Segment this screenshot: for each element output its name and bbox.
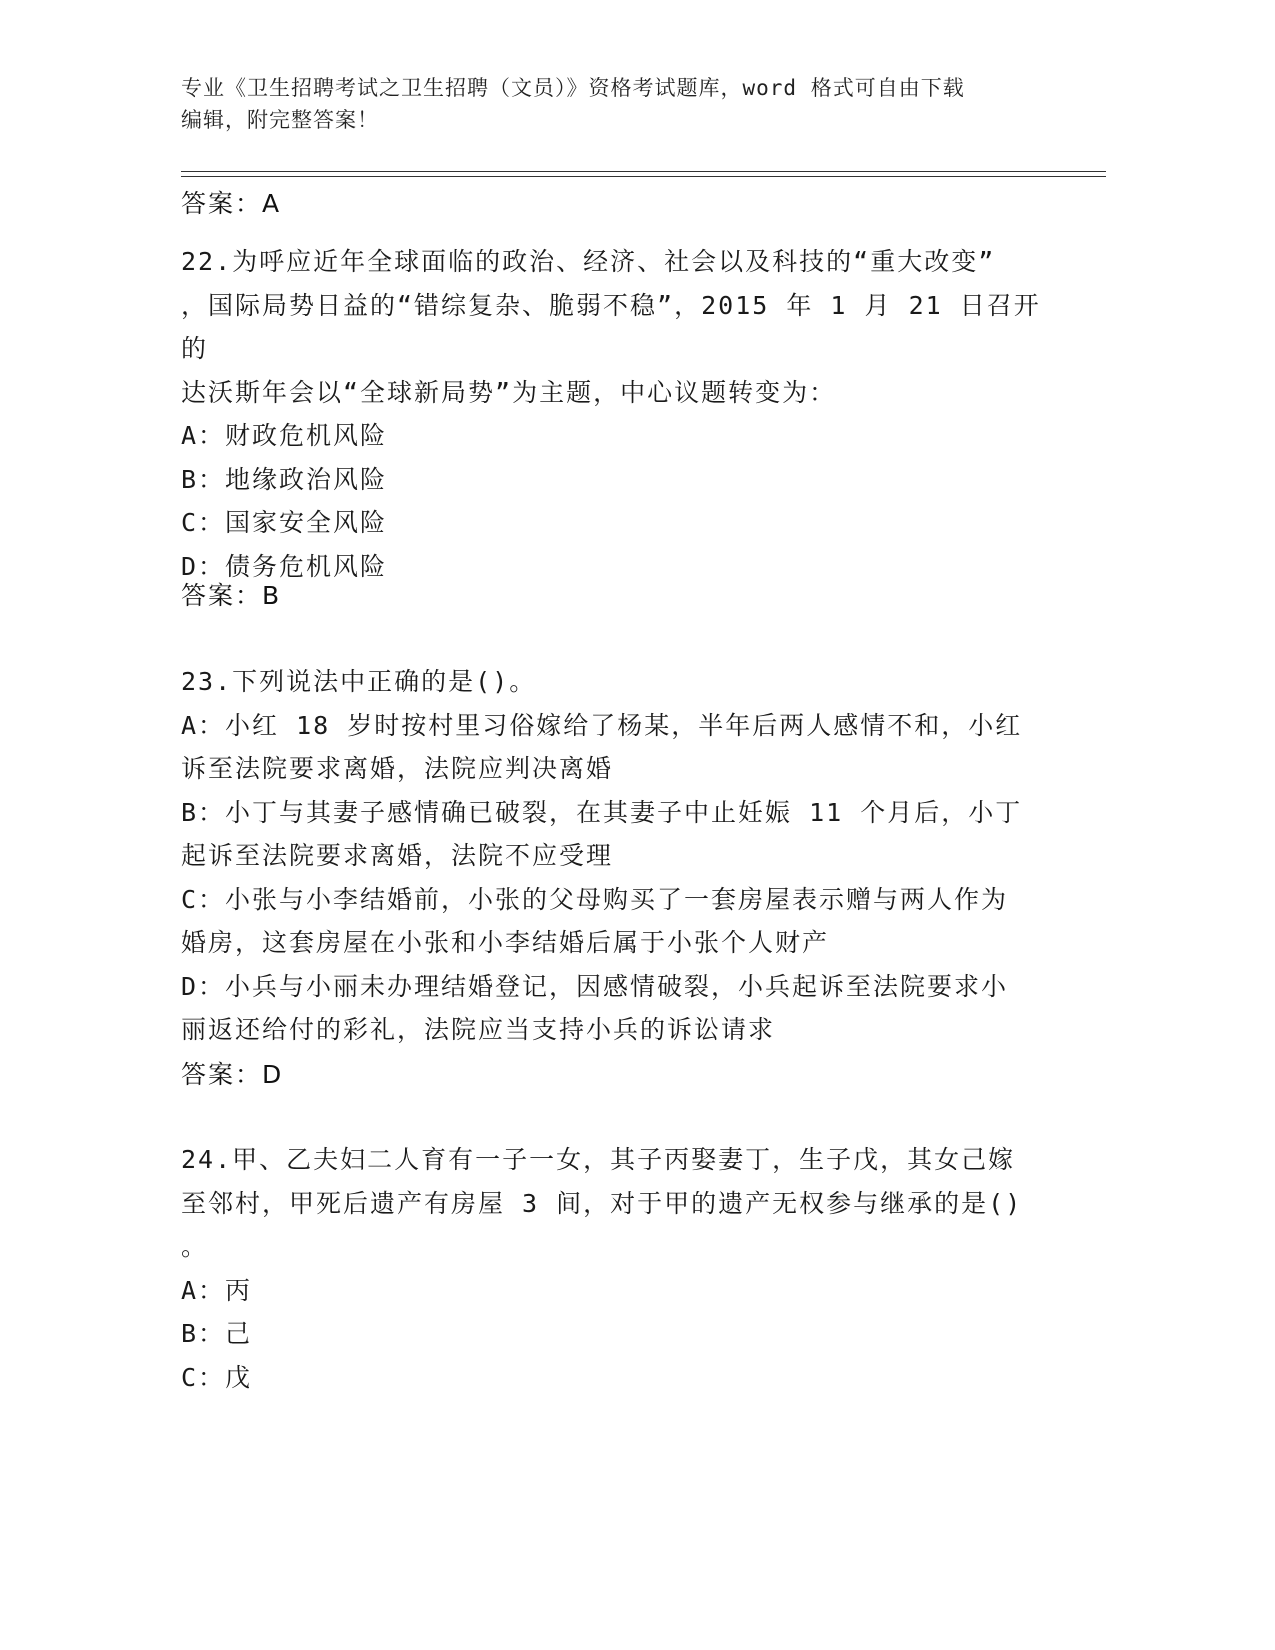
answer-label-23: 答案：D — [181, 1060, 284, 1089]
option-a: A：财政危机风险 — [181, 421, 388, 450]
option-c-line-2: 婚房，这套房屋在小张和小李结婚后属于小张个人财产 — [181, 928, 830, 957]
question-stem-line: 至邻村，甲死后遗产有房屋 3 间，对于甲的遗产无权参与继承的是() — [181, 1188, 1023, 1218]
header-divider-bottom — [181, 176, 1106, 177]
question-stem-line: 。 — [181, 1232, 209, 1261]
answer-label-22: 答案：B — [181, 581, 282, 610]
question-stem-line: 24.甲、乙夫妇二人育有一子一女，其子丙娶妻丁，生子戊，其女己嫁 — [181, 1145, 1016, 1174]
option-d-line-2: 丽返还给付的彩礼，法院应当支持小兵的诉讼请求 — [181, 1015, 776, 1044]
option-c: C：国家安全风险 — [181, 508, 388, 537]
answer-label-21: 答案：A — [181, 189, 282, 218]
header-divider-top — [181, 171, 1106, 172]
header-line-2: 编辑，附完整答案！ — [181, 108, 379, 132]
option-d: D：债务危机风险 — [181, 551, 388, 581]
header-line-1: 专业《卫生招聘考试之卫生招聘（文员）》资格考试题库，word 格式可自由下载 — [181, 76, 965, 100]
question-stem-line: 22.为呼应近年全球面临的政治、经济、社会以及科技的“重大改变” — [181, 247, 996, 276]
option-b-line-2: 起诉至法院要求离婚，法院不应受理 — [181, 841, 614, 870]
option-d-line-1: D：小兵与小丽未办理结婚登记，因感情破裂，小兵起诉至法院要求小 — [181, 971, 1009, 1001]
option-c: C：戊 — [181, 1362, 253, 1392]
option-b: B：地缘政治风险 — [181, 464, 388, 494]
question-24 — [181, 1138, 1041, 1399]
option-c-line-1: C：小张与小李结婚前，小张的父母购买了一套房屋表示赠与两人作为 — [181, 884, 1009, 914]
question-23 — [181, 660, 1041, 1052]
question-stem-line: 23.下列说法中正确的是()。 — [181, 667, 537, 696]
document-header — [181, 72, 1061, 136]
question-stem-line: 达沃斯年会以“全球新局势”为主题，中心议题转变为： — [181, 377, 837, 407]
option-b-line-1: B：小丁与其妻子感情确已破裂，在其妻子中止妊娠 11 个月后，小丁 — [181, 797, 1023, 827]
option-a-line-1: A：小红 18 岁时按村里习俗嫁给了杨某，半年后两人感情不和，小红 — [181, 710, 1023, 740]
question-stem-line: ，国际局势日益的“错综复杂、脆弱不稳”，2015 年 1 月 21 日召开的 — [181, 290, 1041, 363]
question-22 — [181, 240, 1041, 588]
option-b: B：己 — [181, 1319, 253, 1348]
option-a-line-2: 诉至法院要求离婚，法院应判决离婚 — [181, 754, 614, 783]
option-a: A：丙 — [181, 1275, 253, 1305]
